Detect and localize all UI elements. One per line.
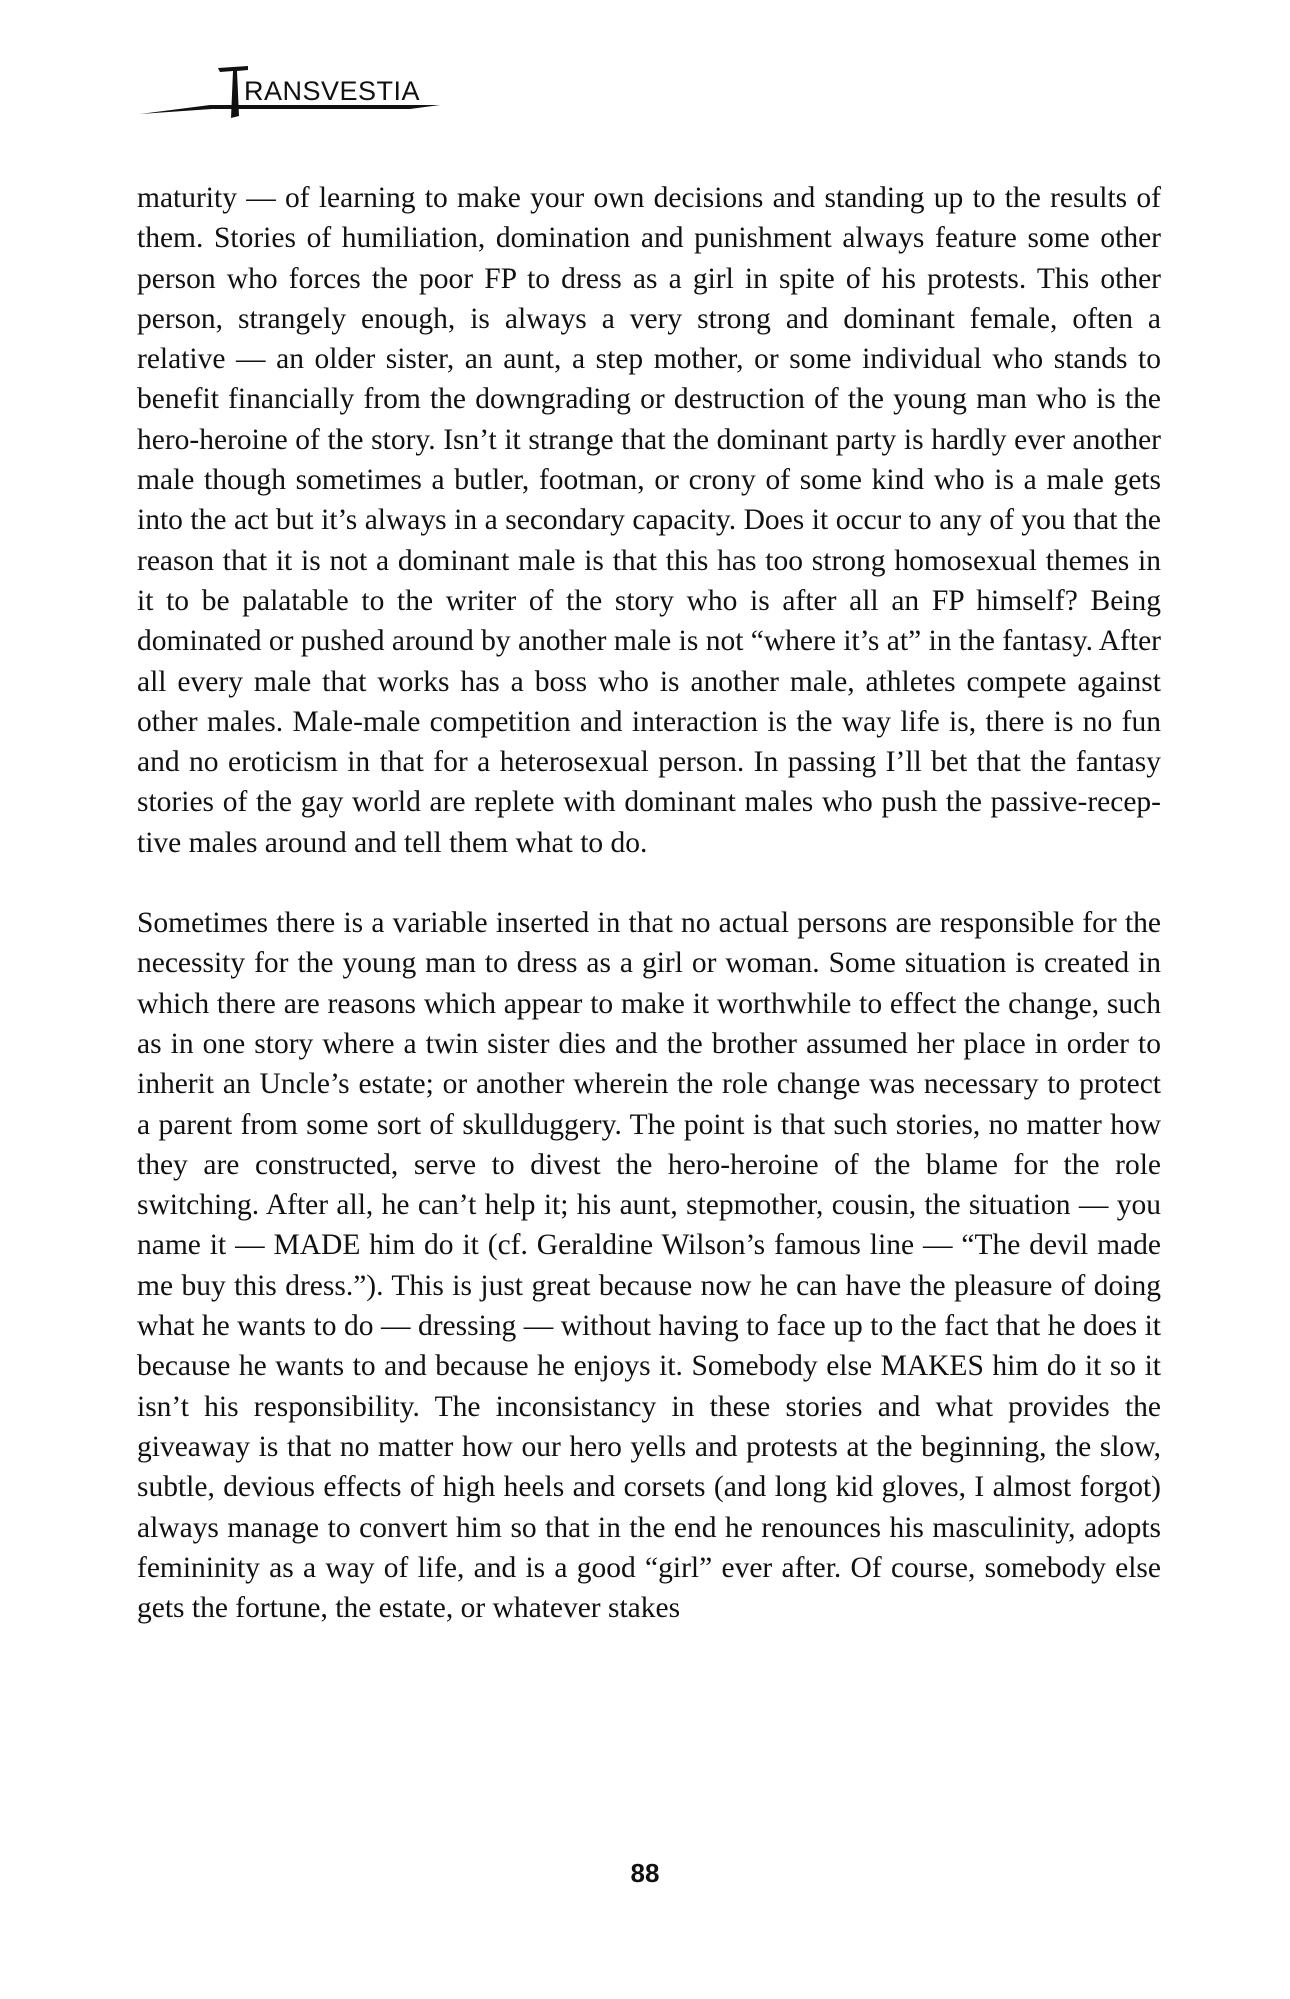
article-body (137, 178, 1161, 1628)
journal-logo (140, 62, 500, 126)
journal-logo-mark (140, 62, 500, 126)
page-number: 88 (630, 1858, 660, 1888)
paragraph-1: maturity — of learning to make your own decisions and standing up to the results of them. Stories of humiliation, domination and punishment always feature some other person who forces the poor FP to dress as a girl in spite of his protests. This other person, strangely enough, is always a very strong and dominant female, often a relative — an older sister, an aunt, a step mother, or some individual who stands to benefit financially from the downgrading or destruction of the young man who is the hero-heroine of the story. Isn’t it strange that the dominant party is hardly ever another male though sometimes a butler, footman, or crony of some kind who is a male gets into the act but it’s always in a secondary capacity. Does it occur to any of you that the reason that it is not a dominant male is that this has too strong homosexual themes in it to be palatable to the writer of the story who is after all an FP himself? Being dominated or pushed around by another male is not “where it’s at” in the fantasy. After all every male that works has a boss who is another male, athletes compete against other males. Male-male competition and interaction is the way life is, there is no fun and no eroticism in that for a heterosexual person. In passing I’ll bet that the fantasy stories of the gay world are replete with dominant males who push the passive-receptive males around and tell them what to do. (137, 182, 1161, 859)
journal-logo-text: RANSVESTIA (244, 76, 421, 106)
paragraph-2: Sometimes there is a variable inserted in that no actual persons are responsible for the necessity for the young man to dress as a girl or woman. Some situation is created in which there are reasons which appear to make it worthwhile to effect the change, such as in one story where a twin sister dies and the brother assumed her place in order to inherit an Uncle’s estate; or another wherein the role change was necessary to protect a parent from some sort of skullduggery. The point is that such stories, no matter how they are constructed, serve to divest the hero-heroine of the blame for the role switching. After all, he can’t help it; his aunt, stepmother, cousin, the situation — you name it — MADE him do it (cf. Geraldine Wilson’s famous line — “The devil made me buy this dress.”). This is just great because now he can have the pleasure of doing what he wants to do — dressing — without having to face up to the fact that he does it because he wants to and because he enjoys it. Somebody else MAKES him do it so it isn’t his responsibility. The inconsistancy in these stories and what provides the giveaway is that no matter how our hero yells and protests at the beginning, the slow, subtle, devious effects of high heels and corsets (and long kid gloves, I almost forgot) always manage to convert him so that in the end he renounces his masculinity, adopts femininity as a way of life, and is a good “girl” ever after. Of course, somebody else gets the fortune, the estate, or whatever stakes (137, 907, 1161, 1625)
